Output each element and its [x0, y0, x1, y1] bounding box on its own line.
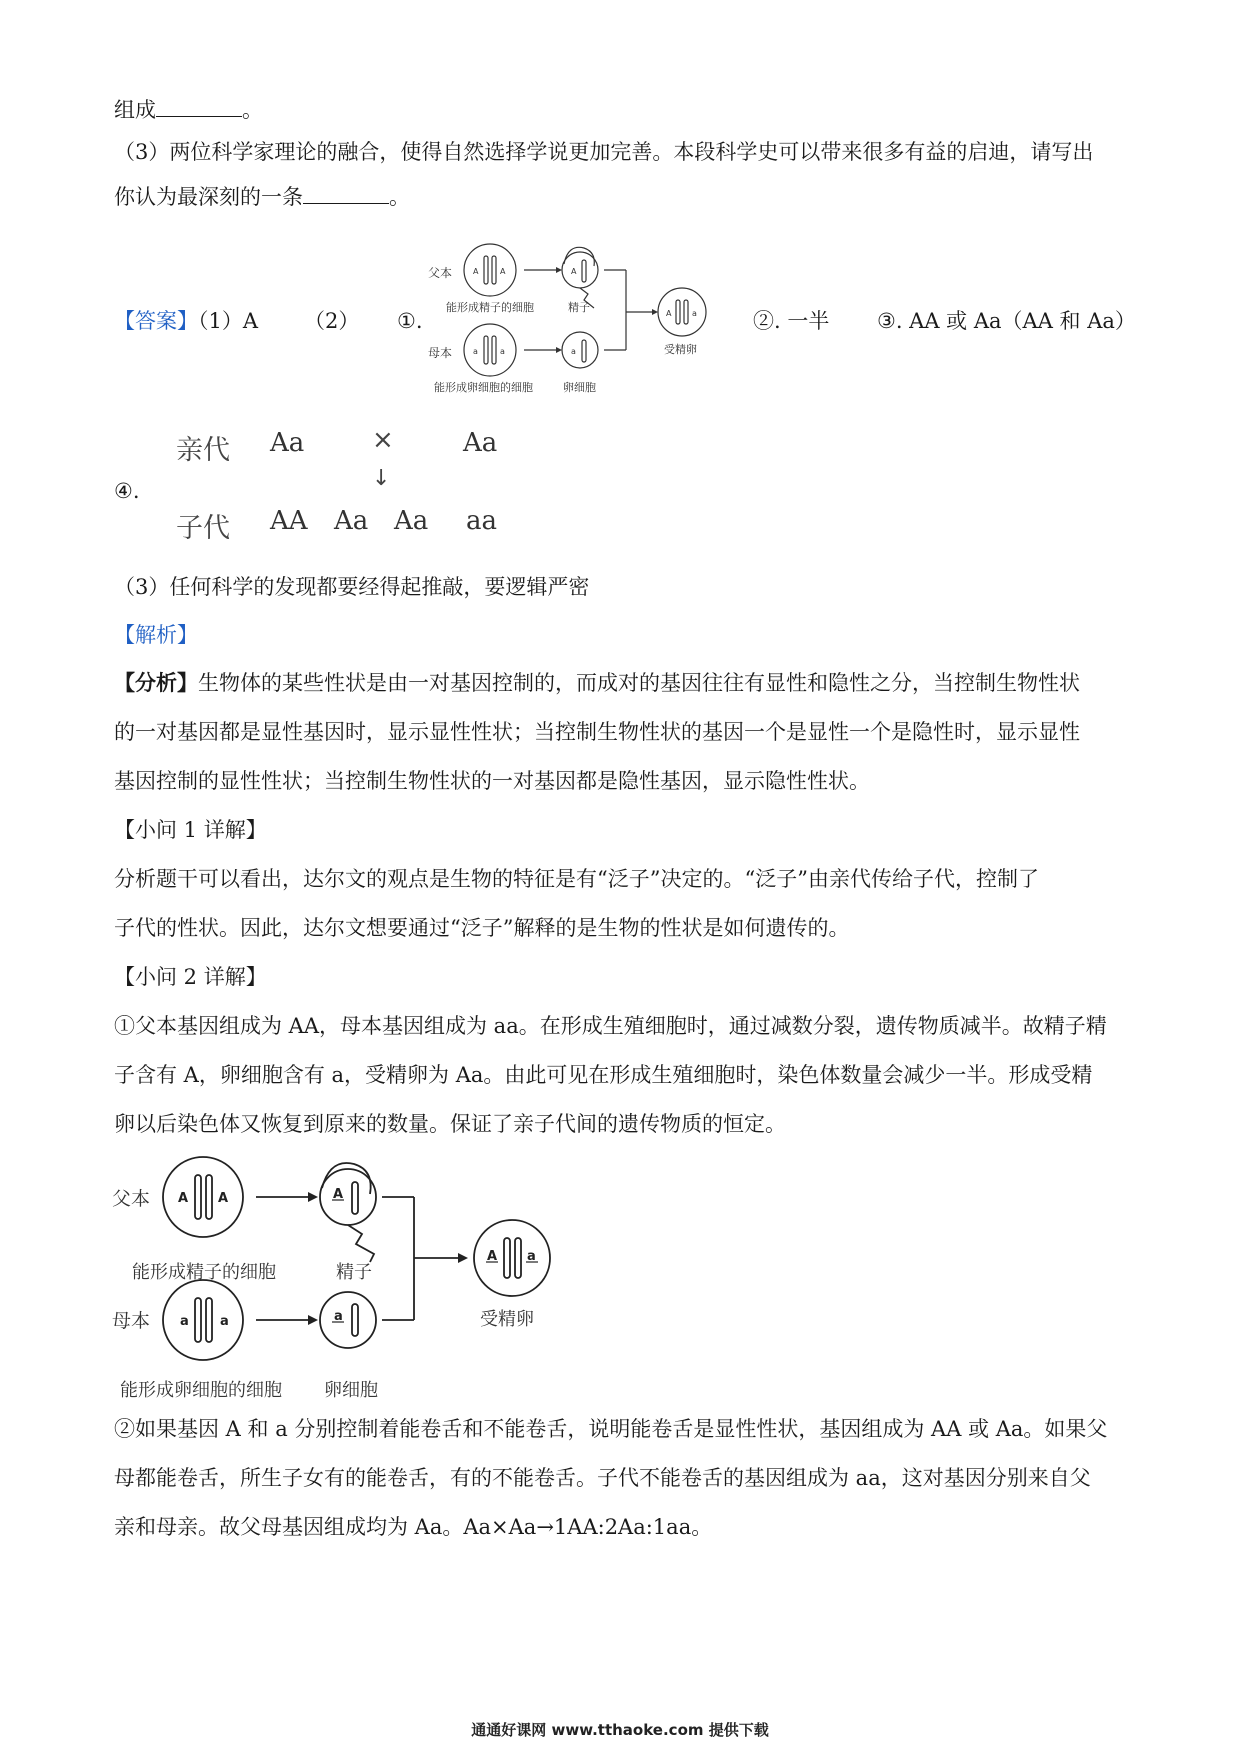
analysis-fenxi-line-2: 的一对基因都是显性基因时，显示显性性状；当控制生物性状的基因一个是显性一个是隐性时，显示显性	[114, 720, 1080, 744]
q2-label: 【小问 2 详解】	[114, 965, 267, 989]
father-label: 父本	[112, 1188, 151, 1210]
gene-label: A	[333, 1187, 344, 1202]
gene-label: A	[487, 1249, 498, 1264]
parent-genotype: Aa	[270, 428, 305, 458]
gene-label: a	[500, 347, 505, 356]
gene-label: A	[666, 309, 672, 318]
zygote-label: 受精卵	[664, 343, 697, 356]
answer-part-2: （2）	[304, 309, 360, 333]
egg-label: 卵细胞	[324, 1380, 378, 1401]
gene-label: A	[500, 267, 506, 276]
egg-label: 卵细胞	[563, 381, 596, 394]
gene-label: A	[571, 267, 577, 276]
offspring-genotype: aa	[466, 506, 498, 536]
large-fertilization-diagram	[108, 1150, 568, 1400]
sperm-cell-label: 能形成精子的细胞	[446, 301, 534, 314]
q2-line-4: ②如果基因 A 和 a 分别控制着能卷舌和不能卷舌，说明能卷舌是显性性状，基因组成为 AA 或 Aa。如果父	[114, 1417, 1108, 1441]
q1-line-2: 子代的性状。因此，达尔文想要通过“泛子”解释的是生物的性状是如何遗传的。	[114, 916, 850, 940]
q2-line-6: 亲和母亲。故父母基因组成均为 Aa。Aa×Aa→1AA:2Aa:1aa。	[114, 1515, 713, 1539]
analysis-fenxi-line-1	[114, 668, 1134, 698]
q2-line-5: 母都能卷舌，所生子女有的能卷舌，有的不能卷舌。子代不能卷舌的基因组成为 aa，这对基因分别来自父	[114, 1466, 1091, 1490]
egg-cell-label: 能形成卵细胞的细胞	[120, 1380, 282, 1401]
gene-label: a	[334, 1309, 343, 1324]
egg-cell-label: 能形成卵细胞的细胞	[434, 381, 533, 394]
gene-label: A	[218, 1191, 229, 1206]
father-label: 父本	[428, 266, 453, 280]
answer-label: 【答案】	[114, 309, 198, 333]
line-text: 你认为最深刻的一条	[114, 185, 303, 209]
q2-line-3: 卵以后染色体又恢复到原来的数量。保证了亲子代间的遗传物质的恒定。	[114, 1112, 786, 1136]
question-line-3	[114, 181, 1134, 212]
sperm-label: 精子	[568, 301, 590, 314]
gene-label: a	[180, 1314, 189, 1329]
offspring-genotype: AA	[270, 506, 308, 536]
gene-label: a	[473, 347, 478, 356]
gene-label: a	[571, 347, 576, 356]
question-line-2: （3）两位科学家理论的融合，使得自然选择学说更加完善。本段科学史可以带来很多有益的启迪，请写出	[114, 140, 1094, 164]
answer-choice-2: ②. 一半	[753, 309, 830, 333]
mother-label: 母本	[428, 346, 453, 360]
analysis-fenxi-line-3: 基因控制的显性性状；当控制生物性状的一对基因都是隐性基因，显示隐性性状。	[114, 769, 870, 793]
line-end: 。	[389, 185, 410, 209]
gene-label: A	[178, 1191, 189, 1206]
down-arrow-icon: ↓	[372, 466, 391, 491]
answer-part-1: （1）A	[198, 309, 259, 333]
line-end: 。	[242, 98, 263, 122]
q1-label: 【小问 1 详解】	[114, 818, 267, 842]
q1-line-1: 分析题干可以看出，达尔文的观点是生物的特征是有“泛子”决定的。“泛子”由亲代传给子代，控制了	[114, 867, 1039, 891]
analysis-label: 【解析】	[114, 623, 198, 647]
answer-blank	[156, 94, 242, 117]
answer-choice-4: ④.	[114, 479, 140, 503]
line-text: 组成	[114, 98, 156, 122]
answer-choice-3: ③. AA 或 Aa（AA 和 Aa）	[877, 309, 1136, 333]
cross-symbol: ×	[372, 425, 394, 455]
offspring-genotype: Aa	[334, 506, 369, 536]
q2-line-1: ①父本基因组成为 AA，母本基因组成为 aa。在形成生殖细胞时，通过减数分裂，遗传物质减半。故精子精	[114, 1014, 1107, 1038]
gene-label: a	[692, 309, 697, 318]
gene-label: A	[473, 267, 479, 276]
offspring-generation-label: 子代	[176, 513, 230, 544]
gene-label: a	[220, 1314, 229, 1329]
q2-line-2: 子含有 A，卵细胞含有 a，受精卵为 Aa。由此可见在形成生殖细胞时，染色体数量会减少一半。形成受精	[114, 1063, 1093, 1087]
answer-choice-1: ①.	[397, 309, 423, 333]
small-diagram-svg	[428, 240, 728, 400]
parent-genotype: Aa	[463, 428, 498, 458]
mother-label: 母本	[112, 1310, 151, 1332]
answer-blank	[303, 181, 389, 204]
question-line-1	[114, 94, 1134, 125]
parent-generation-label: 亲代	[176, 435, 230, 466]
fenxi-text: 生物体的某些性状是由一对基因控制的，而成对的基因往往有显性和隐性之分，当控制生物性状	[198, 671, 1080, 695]
sperm-label: 精子	[336, 1262, 372, 1283]
page-footer: 通通好课网 www.tthaoke.com 提供下载	[471, 1721, 769, 1739]
fenxi-label: 【分析】	[114, 670, 198, 695]
gene-label: a	[527, 1249, 536, 1264]
answer-part-3: （3）任何科学的发现都要经得起推敲，要逻辑严密	[114, 575, 590, 599]
offspring-genotype: Aa	[394, 506, 429, 536]
sperm-cell-label: 能形成精子的细胞	[132, 1262, 276, 1283]
small-fertilization-diagram	[428, 240, 728, 400]
zygote-label: 受精卵	[480, 1309, 534, 1330]
